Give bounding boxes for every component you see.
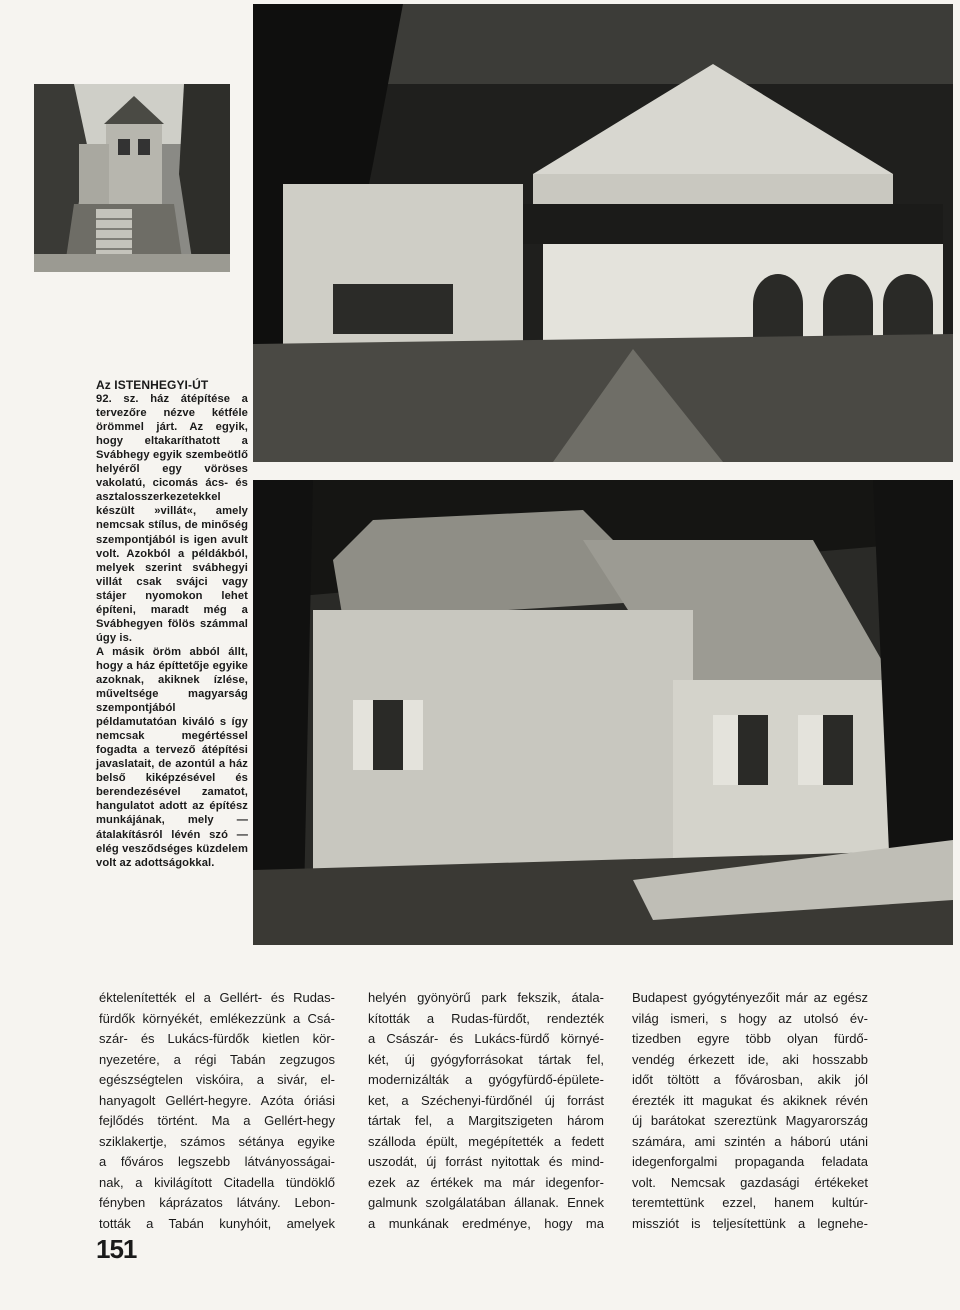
text-line: új barátokat szereztünk Magyarország bbox=[632, 1113, 868, 1128]
text-line: tizedben egyre több olyan fürdő- bbox=[632, 1031, 868, 1046]
old-villa-photo bbox=[34, 84, 230, 272]
text-line: helyén gyönyörű park fekszik, átala- bbox=[368, 990, 604, 1005]
text-line: idegenforgalmi propaganda feladata bbox=[632, 1154, 868, 1169]
text-line: számára, ami szintén a háború utáni bbox=[632, 1133, 868, 1149]
text-line: Budapest gyógytényezőit már az egész bbox=[632, 990, 868, 1005]
text-line: szár- és Lukács-fürdők kietlen kör- bbox=[99, 1031, 335, 1046]
text-line: éktelenítették el a Gellért- és Rudas- bbox=[99, 990, 335, 1005]
text-line: fürdők környékét, emlékezzünk a Csá- bbox=[99, 1010, 335, 1026]
text-line: sziklakertje, számos sétánya egyike bbox=[99, 1133, 335, 1149]
text-line: két, új gyógyforrásokat tártak fel, bbox=[368, 1051, 604, 1067]
text-line: kították a Rudas-fürdőt, rendezték bbox=[368, 1010, 604, 1026]
text-line: időt töltött a fővárosban, akik jól bbox=[632, 1072, 868, 1087]
renovated-villa-side-photo bbox=[253, 480, 953, 945]
caption-paragraph: A másik öröm abból állt, hogy a ház építtetője egyike azoknak, akiknek ízlése, műveltsége magyarság szempontjából példamutatóan kiváló s így nemcsak megértéssel fogadta a tervező átépítési javaslatait, de azontúl a ház belső kiképzésével és berendezésével zamatot, hangulatot adott az építész munkájának, mely — átalakításról lévén szó — elég vesződséges küzdelem volt az adottságokkal. bbox=[96, 645, 248, 869]
text-line: galmunk szolgálatában állanak. Ennek bbox=[368, 1195, 604, 1210]
text-line: világ ismeri, s hogy az utolsó év- bbox=[632, 1010, 868, 1026]
text-line: a munkának eredménye, hogy ma bbox=[368, 1215, 604, 1231]
text-line: érezték itt magukat és akiknek révén bbox=[632, 1092, 868, 1108]
text-line: modernizálták a gyógyfürdő-épülete- bbox=[368, 1072, 604, 1087]
text-line: szálloda épült, megépítették a fedett bbox=[368, 1133, 604, 1149]
body-column-2 bbox=[368, 988, 604, 1234]
text-line: tártak fel, a Margitszigeten három bbox=[368, 1113, 604, 1128]
text-line: vendég érkezett ide, aki hosszabb bbox=[632, 1051, 868, 1067]
text-line: teremtettünk ezzel, hanem kultúr- bbox=[632, 1195, 868, 1210]
text-line: hanyagolt Gellért-hegyre. Azóta óriási bbox=[99, 1092, 335, 1108]
text-line: fejlődés történt. Ma a Gellért-hegy bbox=[99, 1113, 335, 1128]
text-line: missziót is teljesítettünk a legnehe- bbox=[632, 1215, 868, 1231]
text-line: tották a Tabán kunyhóit, amelyek bbox=[99, 1215, 335, 1231]
text-line: nyezetére, a régi Tabán zegzugos bbox=[99, 1051, 335, 1067]
renovated-villa-front-photo bbox=[253, 4, 953, 462]
text-line: uszodát, új forrást nyitottak és mind- bbox=[368, 1154, 604, 1169]
photo-caption bbox=[96, 378, 248, 870]
caption-title: Az ISTENHEGYI-ÚT bbox=[96, 378, 209, 392]
text-line: a Császár- és Lukács-fürdő környé- bbox=[368, 1031, 604, 1046]
text-line: ezek az értékek ma már idegenfor- bbox=[368, 1174, 604, 1190]
text-line: nak, a kivilágított Citadella tündöklő bbox=[99, 1174, 335, 1190]
text-line: volt. Nemcsak gazdasági értékeket bbox=[632, 1174, 868, 1190]
body-column-3 bbox=[632, 988, 868, 1234]
text-line: a főváros legszebb látványosságai- bbox=[99, 1154, 335, 1169]
body-column-1 bbox=[99, 988, 335, 1234]
text-line: ket, a Széchenyi-fürdőnél új forrást bbox=[368, 1092, 604, 1108]
caption-paragraph: 92. sz. ház átépítése a tervezőre nézve kétféle örömmel járt. Az egyik, hogy eltakaríthatott a Svábhegy egyik szembeötlő helyéről egy vöröses vakolatú, cicomás ács- és asztalosszerkezetekkel készült »villát«, amely nemcsak stílus, de minőség szempontjából is igen avult volt. Azokból a példákból, melyek szerint svábhegyi villát csak svájci vagy stájer nyomokon lehet építeni, maradt még a Svábhegyen fölös számmal úgy is. bbox=[96, 393, 248, 644]
text-line: fényben káprázatos látvány. Lebon- bbox=[99, 1195, 335, 1210]
page-number: 151 bbox=[96, 1234, 137, 1264]
text-line: egészségtelen viskóira, a sivár, el- bbox=[99, 1072, 335, 1087]
